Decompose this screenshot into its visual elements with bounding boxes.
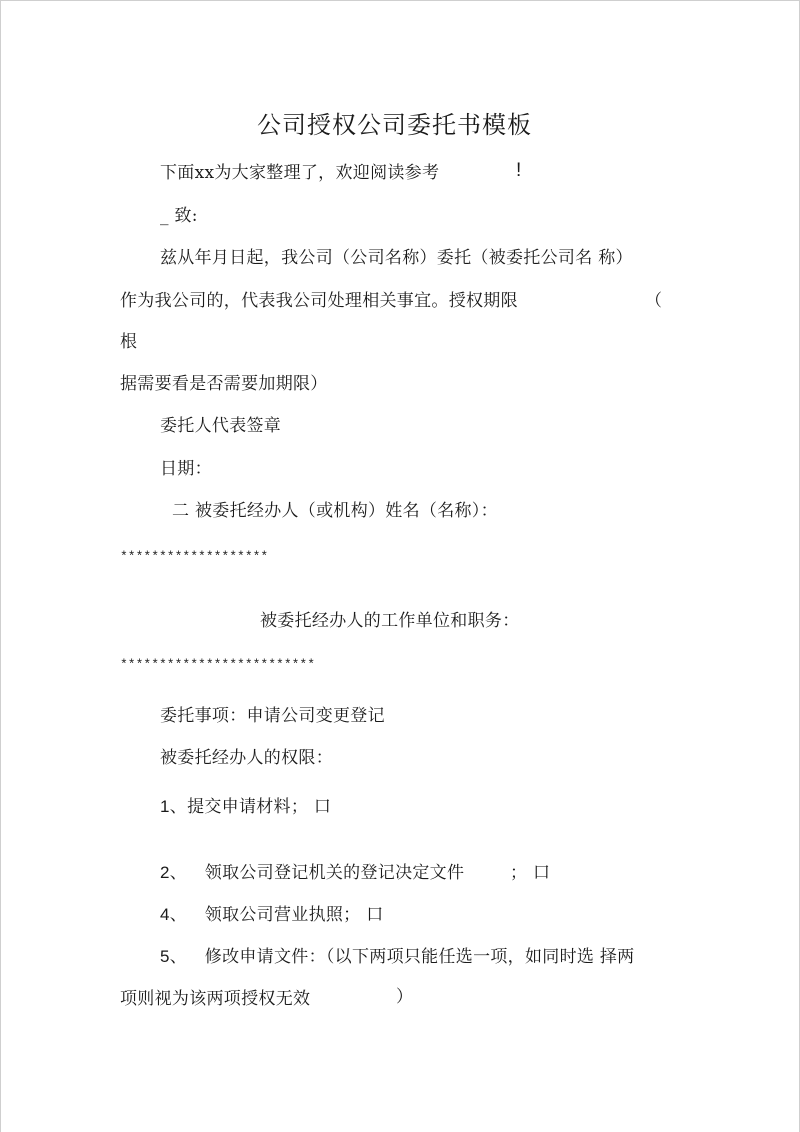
page-border-top <box>0 0 800 1</box>
item-2-checkbox <box>510 862 550 884</box>
item-5-text: 修改申请文件：（以下两项只能任选一项，如同时选 择两 <box>204 947 635 967</box>
item-1 <box>160 796 331 818</box>
intro-sentence: 下面xx为大家整理了，欢迎阅读参考 <box>160 163 440 183</box>
para1-line2: 作为我公司的，代表我公司处理相关事宜。授权期限 <box>120 291 518 311</box>
item-4-text: 领取公司营业执照； <box>204 905 361 925</box>
item-5-continuation: 项则视为该两项授权无效 <box>120 989 311 1009</box>
section2-heading: 二 被委托经办人（或机构）姓名（名称）： <box>172 501 498 521</box>
para1-line4: 据需要看是否需要加期限） <box>120 374 328 394</box>
item-2-text: 领取公司登记机关的登记决定文件 <box>204 863 465 883</box>
item-4 <box>160 904 384 926</box>
page-border-left <box>0 0 1 1132</box>
item-4-number: 4、 <box>160 905 188 924</box>
employer-heading: 被委托经办人的工作单位和职务： <box>260 611 520 631</box>
item-1-number: 1、 <box>160 797 188 816</box>
checkbox-icon: 口 <box>366 905 384 925</box>
item-1-text: 提交申请材料； <box>187 797 309 817</box>
item-2 <box>160 862 464 884</box>
intro-text <box>160 162 439 184</box>
item-5-number: 5、 <box>160 947 188 966</box>
name-redacted-stars: ******************* <box>120 549 269 564</box>
signature-label: 委托人代表签章 <box>160 416 282 436</box>
item-2-separator: ； <box>510 863 528 883</box>
para1-paren: （ <box>645 291 663 311</box>
employer-redacted-stars: ************************* <box>120 657 316 672</box>
item-5-close-paren: ） <box>396 987 414 1007</box>
para1-line1: 兹从年月日起，我公司（公司名称）委托（被委托公司名 称） <box>160 248 633 268</box>
checkbox-icon: 口 <box>533 863 551 883</box>
para1-line3: 根 <box>120 332 138 352</box>
matter-line: 委托事项：申请公司变更登记 <box>160 706 385 726</box>
intro-exclamation: ! <box>516 160 522 181</box>
checkbox-icon: 口 <box>313 797 332 817</box>
item-2-number: 2、 <box>160 863 188 882</box>
authority-heading: 被委托经办人的权限： <box>160 748 333 768</box>
item-5 <box>160 946 634 968</box>
date-label: 日期： <box>160 459 212 479</box>
addressee-line: _ 致: <box>160 206 198 226</box>
document-title: 公司授权公司委托书模板 <box>257 111 532 139</box>
